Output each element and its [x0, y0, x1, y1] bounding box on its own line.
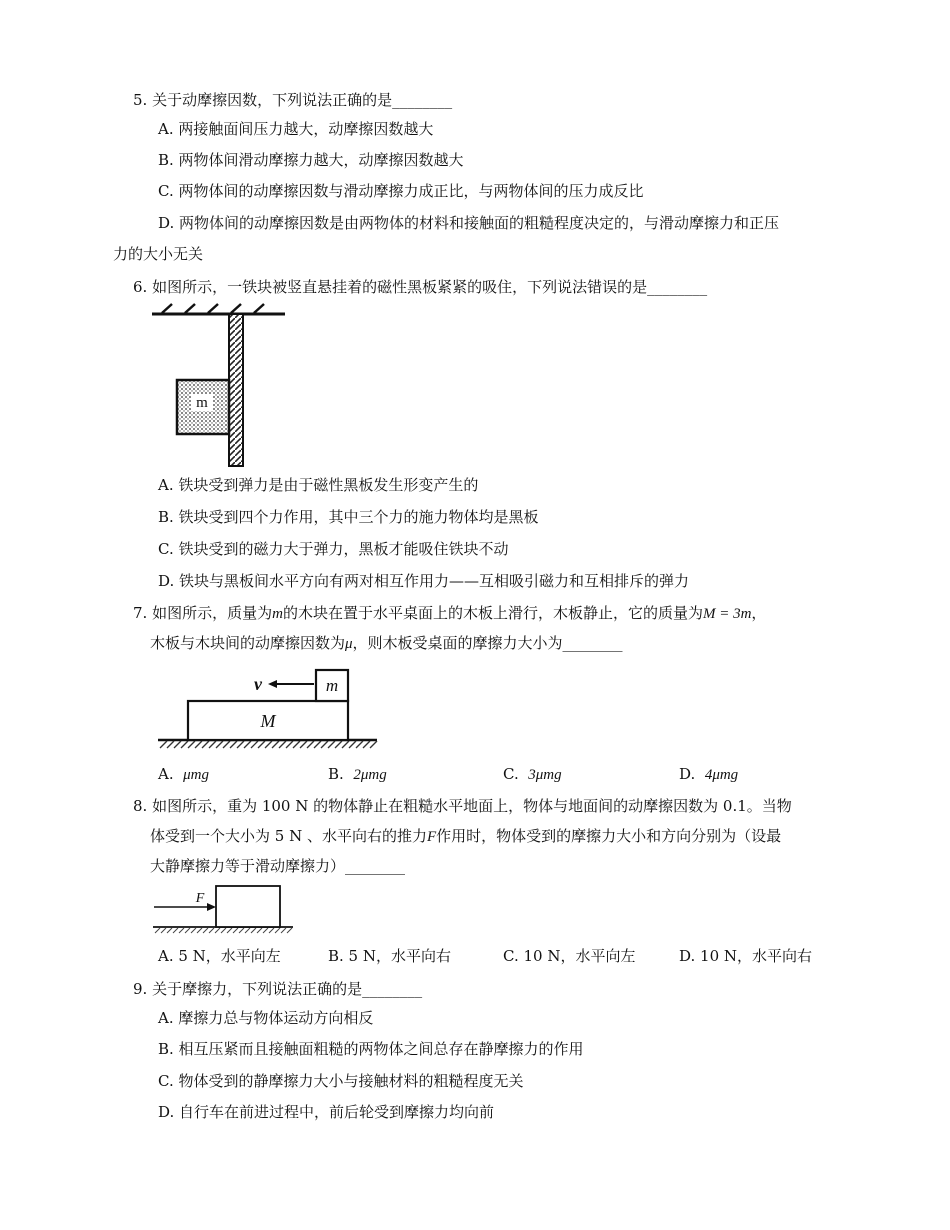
q8-block [216, 886, 280, 927]
q5-stem: 5. 关于动摩擦因数，下列说法正确的是________ [133, 91, 453, 109]
q8-stem-line1: 8. 如图所示，重为 100 N 的物体静止在粗糙水平地面上，物体与地面间的动摩擦因数为 0.1。当物 [133, 797, 792, 815]
q8-force-arrowhead [207, 903, 216, 911]
q7-option-a: A. μmg [158, 765, 210, 783]
q7-stem-line2 [150, 633, 623, 654]
q8-stem-line3: 大静摩擦力等于滑动摩擦力）________ [150, 857, 406, 875]
board-label-M: M [260, 711, 276, 731]
q8-stem-text-2: 作用时，物体受到的摩擦力大小和方向分别为（设最 [436, 827, 782, 845]
q5-option-b: B. 两物体间滑动摩擦力越大，动摩擦因数越大 [158, 151, 464, 169]
block-label-m: m [325, 676, 339, 695]
q8-stem-text-1: 体受到一个大小为 5 N 、水平向右的推力 [150, 827, 427, 845]
q6-option-d: D. 铁块与黑板间水平方向有两对相互作用力——互相吸引磁力和互相排斥的弹力 [158, 572, 690, 590]
q7-figure-board-block [155, 662, 390, 757]
q9-option-c: C. 物体受到的静摩擦力大小与接触材料的粗糙程度无关 [158, 1072, 524, 1090]
q7-option-d: D. 4μmg [679, 765, 739, 783]
q7-stem-text-4: 木板与木块间的动摩擦因数为 [150, 634, 346, 652]
q7-option-d-value: 4μmg [704, 767, 739, 783]
q5-option-c: C. 两物体间的动摩擦因数与滑动摩擦力成正比，与两物体间的压力成反比 [158, 182, 644, 200]
q6-option-c: C. 铁块受到的磁力大于弹力，黑板才能吸住铁块不动 [158, 540, 509, 558]
magnetic-board [229, 314, 243, 466]
q8-force-label: F [195, 891, 205, 906]
q7-stem-text-3: ， [751, 604, 767, 622]
q5-option-a: A. 两接触面间压力越大，动摩擦因数越大 [158, 120, 434, 138]
q8-option-c: C. 10 N，水平向左 [503, 947, 636, 965]
q8-stem-line2 [150, 826, 781, 847]
q7-equation: M = 3m [702, 606, 752, 622]
q8-figure-block-force [150, 878, 300, 938]
q9-option-b: B. 相互压紧而且接触面粗糙的两物体之间总存在静摩擦力的作用 [158, 1040, 584, 1058]
q5-option-d-line2: 力的大小无关 [113, 245, 204, 263]
q7-stem-text-2: 的木块在置于水平桌面上的木板上滑行，木板静止，它的质量为 [282, 604, 703, 622]
q6-figure-magnetic-board [145, 300, 295, 475]
q7-option-a-value: μmg [183, 767, 210, 783]
q7-stem-text-1: 7. 如图所示，质量为 [133, 604, 273, 622]
q9-stem: 9. 关于摩擦力，下列说法正确的是________ [133, 980, 423, 998]
ceiling-hatch [162, 304, 264, 313]
q8-symbol-F: F [426, 829, 437, 845]
q7-symbol-m: m [272, 606, 283, 622]
q7-option-c-value: 3μmg [528, 767, 562, 783]
q8-ground-hatch [155, 928, 292, 933]
q8-option-a: A. 5 N，水平向左 [158, 947, 281, 965]
q9-option-d: D. 自行车在前进过程中，前后轮受到摩擦力均向前 [158, 1103, 495, 1121]
block-label-m: m [196, 395, 208, 411]
q8-option-d: D. 10 N，水平向右 [679, 947, 813, 965]
q5-option-d-line1: D. 两物体间的动摩擦因数是由两物体的材料和接触面的粗糙程度决定的，与滑动摩擦力和正压 [158, 214, 780, 232]
q6-option-b: B. 铁块受到四个力作用，其中三个力的施力物体均是黑板 [158, 508, 539, 526]
q7-option-b: B. 2μmg [328, 765, 387, 783]
q7-option-c: C. 3μmg [503, 765, 562, 783]
q6-stem: 6. 如图所示，一铁块被竖直悬挂着的磁性黑板紧紧的吸住，下列说法错误的是________ [133, 278, 708, 296]
ground-hatch [160, 741, 377, 748]
velocity-arrowhead [268, 680, 277, 688]
q8-option-b: B. 5 N，水平向右 [328, 947, 451, 965]
q7-symbol-mu: μ [345, 636, 353, 652]
velocity-label-v: v [254, 674, 262, 694]
q7-stem-text-5: ，则木板受桌面的摩擦力大小为________ [352, 634, 623, 652]
q9-option-a: A. 摩擦力总与物体运动方向相反 [158, 1009, 374, 1027]
q6-option-a: A. 铁块受到弹力是由于磁性黑板发生形变产生的 [158, 476, 479, 494]
q7-stem-line1 [133, 603, 766, 624]
q7-option-b-value: 2μmg [353, 767, 387, 783]
